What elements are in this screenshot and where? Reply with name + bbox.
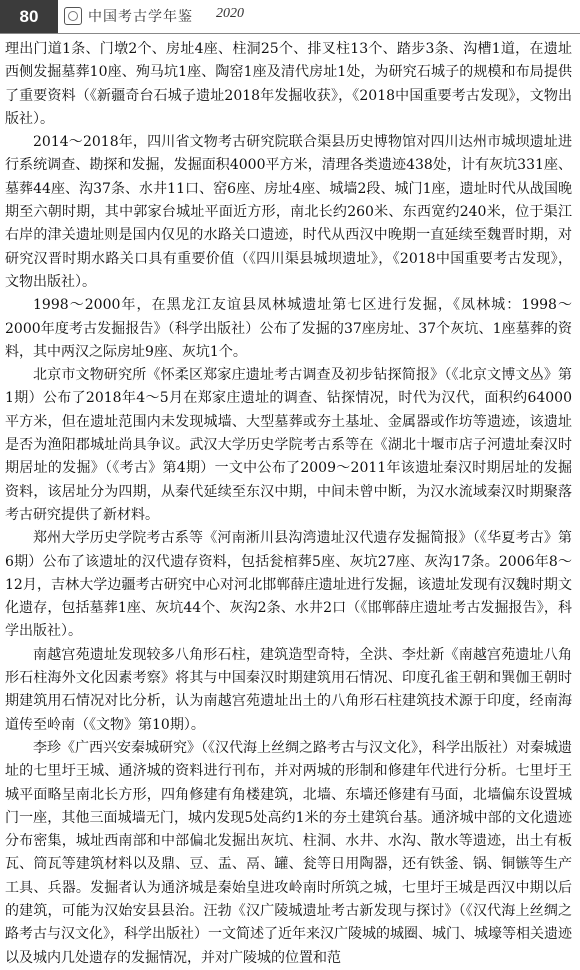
page-number: 80 [0, 0, 58, 34]
book-year: 2020 [216, 6, 244, 21]
paragraph-continued: 理出门道1条、门墩2个、房址4座、柱洞25个、排叉柱13个、踏步3条、沟槽1道，在遗址西侧发掘墓葬10座、殉马坑1座、陶窑1座及清代房址1处，为研究石城子的规模和布局提供了重要资料（《新疆奇台石城子遗址2018年发掘收获》，《2018中国重要考古发现》，文物出版社）。 [5, 41, 572, 127]
paragraph: 南越宫苑遗址发现较多八角形石柱，建筑造型奇特，全洪、李灶新《南越宫苑遗址八角形石柱海外文化因素考察》将其与中国秦汉时期建筑用石情况、印度孔雀王朝和巽伽王朝时期建筑用石情况对比分析，认为南越宫苑遗址出土的八角形石柱建筑技术源于印度，经南海道传至岭南（《文物》第10期）。 [5, 646, 572, 733]
paragraph: 1998～2000年，在黑龙江友谊县凤林城遗址第七区进行发掘，《凤林城：1998～2000年度考古发掘报告》（科学出版社）公布了发掘的37座房址、37个灰坑、1座墓葬的资料，其中两汉之际房址9座、灰坑1个。 [5, 297, 572, 360]
paragraph: 北京市文物研究所《怀柔区郑家庄遗址考古调查及初步钻探简报》（《北京文博文丛》第1期）公布了2018年4～5月在郑家庄遗址的调查、钻探情况，时代为汉代，面积约64000平方米，但在遗址范围内未发现城墙、大型墓葬或夯土基址、金属器或作坊等遗迹，该遗址是否为渔阳郡城址尚具争议。武汉大学历史学院考古系等在《湖北十堰市店子河遗址秦汉时期居址的发掘》（《考古》第4期）一文中公布了2009～2011年该遗址秦汉时期居址的发掘资料，该居址分为四期，从秦代延续至东汉中期，中间未曾中断，为汉水流域秦汉时期聚落考古研究提供了新材料。 [5, 367, 572, 523]
page-header [0, 0, 580, 34]
paragraph: 2014～2018年，四川省文物考古研究院联合渠县历史博物馆对四川达州市城坝遗址进行系统调查、勘探和发掘，发掘面积4000平方米，清理各类遗迹438处，计有灰坑331座、墓葬44座、沟37条、水井11口、窑6座、房址4座、城墙2段、城门1座，遗址时代从战国晚期至六朝时期，其中郭家台城址平面近方形，南北长约260米、东西宽约240米，位于渠江右岸的津关遗址则是国内仅见的水路关口遗迹，时代从西汉中晚期一直延续至魏晋时期，对研究汉晋时期水路关口具有重要价值（《四川渠县城坝遗址》，《2018中国重要考古发现》，文物出版社）。 [5, 134, 572, 290]
paragraph: 李珍《广西兴安秦城研究》（《汉代海上丝绸之路考古与汉文化》，科学出版社）对秦城遗址的七里圩王城、通济城的资料进行刊布，并对两城的形制和修建年代进行分析。七里圩王城平面略呈南北长方形，四角修建有角楼建筑，北墙、东墙还修建有马面，北墙偏东设置城门一座，其他三面城墙无门，城内发现5处高约1米的夯土建筑台基。通济城中部的文化遗迹分布密集，城址西南部和中部偏北发掘出灰坑、柱洞、水井、水沟、散水等遗迹，出土有板瓦、筒瓦等建筑材料以及鼎、豆、盂、鬲、罐、瓮等日用陶器，还有铁釜、锅、铜镞等生产工具、兵器。发掘者认为通济城是秦始皇进攻岭南时所筑之城，七里圩王城是西汉中期以后的建筑，可能为汉始安县县治。汪勃《汉广陵城遗址考古新发现与探讨》（《汉代海上丝绸之路考古与汉文化》，科学出版社）一文简述了近年来汉广陵城的城圈、城门、城壕等相关遗迹以及城内几处遗存的发掘情况，并对广陵城的位置和范 [5, 739, 572, 966]
book-title: 中国考古学年鉴 [88, 9, 193, 25]
paragraph: 郑州大学历史学院考古系等《河南淅川县沟湾遗址汉代遗存发掘简报》（《华夏考古》第6期）公布了该遗址的汉代遗存资料，包括瓮棺葬5座、灰坑27座、灰沟17条。2006年8～12月，吉林大学边疆考古研究中心对河北邯郸薛庄遗址进行发掘，该遗址发现有汉魏时期文化遗存，包括墓葬1座、灰坑44个、灰沟2条、水井2口（《邯郸薛庄遗址考古发掘报告》，科学出版社）。 [5, 530, 572, 640]
article-body [5, 38, 572, 970]
header-divider [0, 33, 580, 34]
yearbook-logo-icon [64, 7, 82, 25]
